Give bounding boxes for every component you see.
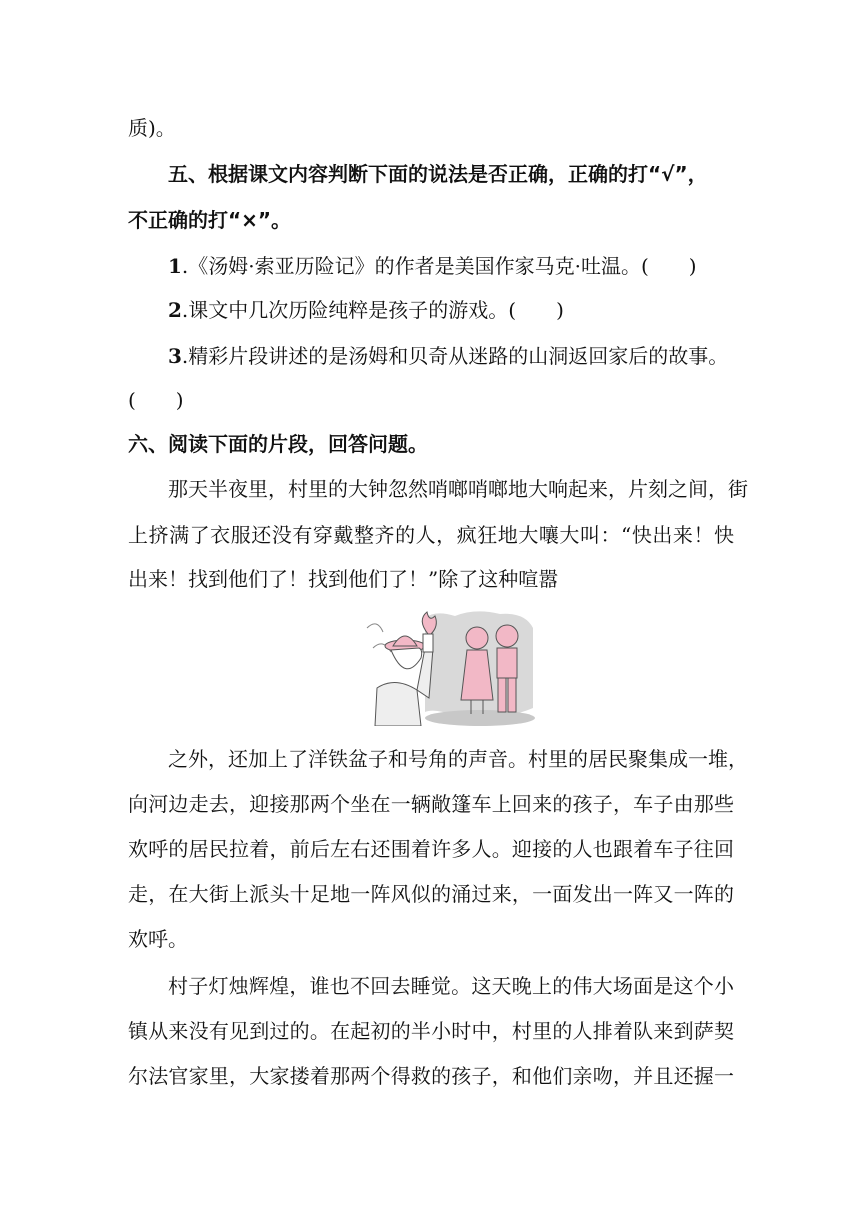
question-2 <box>168 297 734 323</box>
paragraph-2-line: 走，在大街上派头十足地一阵风似的涌过来，一面发出一阵又一阵的 <box>128 882 734 906</box>
question-2-text: .课文中几次历险纯粹是孩子的游戏。( ) <box>181 298 564 322</box>
paragraph-3-line: 村子灯烛辉煌，谁也不回去睡觉。这天晚上的伟大场面是这个小 <box>168 974 734 998</box>
question-3-answer-blank: ( ) <box>128 388 184 412</box>
paragraph-3-line: 尔法官家里，大家搂着那两个得救的孩子，和他们亲吻，并且还握一 <box>128 1064 734 1088</box>
paragraph-1-line: 那天半夜里，村里的大钟忽然哨啷哨啷地大响起来，片刻之间，街 <box>168 477 748 501</box>
paragraph-1-line: 出来！找到他们了！找到他们了！”除了这种喧嚣 <box>128 567 559 591</box>
text-line: 质)。 <box>128 116 176 140</box>
question-2-number: 2 <box>168 298 182 322</box>
section-6-title: 六、阅读下面的片段，回答问题。 <box>128 432 428 456</box>
story-illustration <box>365 608 535 726</box>
paragraph-1-line: 上挤满了衣服还没有穿戴整齐的人，疯狂地大嚷大叫：“快出来！快 <box>128 523 734 547</box>
section-5-title: 五、根据课文内容判断下面的说法是否正确，正确的打“√”， <box>168 162 708 186</box>
question-3-text: .精彩片段讲述的是汤姆和贝奇从迷路的山洞返回家后的故事。 <box>181 344 729 368</box>
paragraph-2-line: 欢呼。 <box>128 927 188 951</box>
paragraph-2-line: 向河边走去，迎接那两个坐在一辆敞篷车上回来的孩子，车子由那些 <box>128 792 734 816</box>
paragraph-3-line: 镇从来没有见到过的。在起初的半小时中，村里的人排着队来到萨契 <box>128 1019 734 1043</box>
question-3 <box>168 343 734 369</box>
question-3-number: 3 <box>168 344 182 368</box>
paragraph-2-line: 之外，还加上了洋铁盆子和号角的声音。村里的居民聚集成一堆， <box>168 747 748 771</box>
question-1-number: 1 <box>168 254 182 278</box>
section-5-title-continued: 不正确的打“×”。 <box>128 208 292 232</box>
question-1 <box>168 253 734 279</box>
paragraph-2-line: 欢呼的居民拉着，前后左右还围着许多人。迎接的人也跟着车子往回 <box>128 837 734 861</box>
question-1-text: .《汤姆·索亚历险记》的作者是美国作家马克·吐温。( ) <box>181 254 697 278</box>
